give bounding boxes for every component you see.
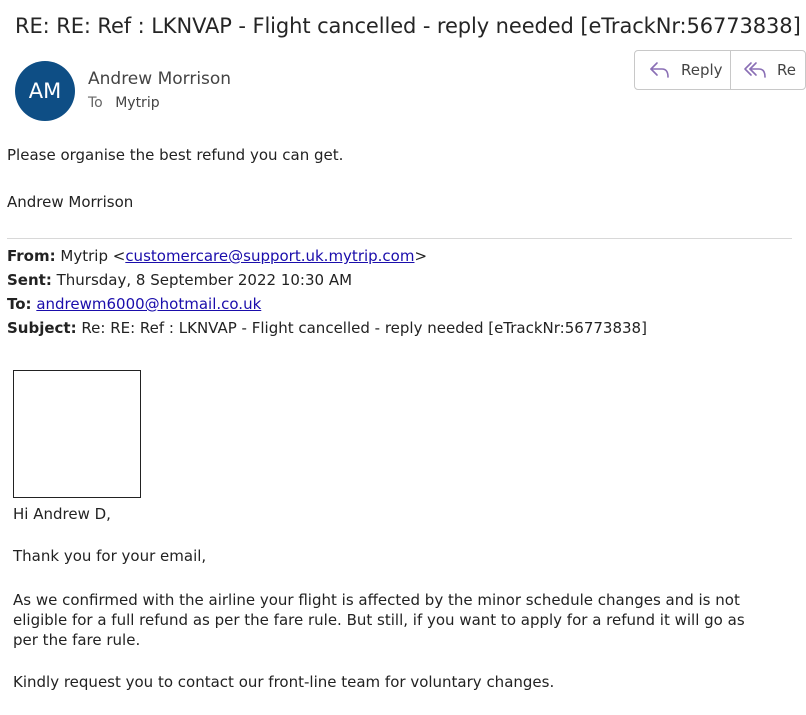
recipient-name[interactable]: Mytrip [115,95,160,111]
quoted-subject-line [7,319,647,337]
quoted-from-label: From: [7,247,56,265]
quoted-divider [7,238,792,239]
quoted-to-label: To: [7,295,32,313]
quoted-paragraph: As we confirmed with the airline your flight is affected by the minor schedule changes and is not eligible for a full refund as per the fare rule. But still, if you want to apply for a refund it will go as per the fare rule. [13,591,745,649]
message-body-line: Please organise the best refund you can get. [7,146,344,164]
to-label: To [88,95,103,111]
reply-all-icon [743,61,767,79]
quoted-request: Kindly request you to contact our front-line team for voluntary changes. [13,673,555,691]
quoted-from-line [7,247,427,265]
reply-all-button-label: Re [777,61,796,79]
recipient-line [88,95,160,111]
quoted-thanks: Thank you for your email, [13,547,207,565]
quoted-to-email-link[interactable]: andrewm6000@hotmail.co.uk [36,295,262,313]
message-signature: Andrew Morrison [7,193,134,211]
quoted-greeting: Hi Andrew D, [13,505,111,523]
quoted-to-line [7,295,261,313]
reply-all-button[interactable] [731,51,796,89]
reply-toolbar [634,50,806,90]
quoted-subject-label: Subject: [7,319,77,337]
avatar[interactable] [15,61,75,121]
quoted-from-name: Mytrip < [60,247,126,265]
quoted-from-close: > [414,247,428,265]
reply-button[interactable] [635,51,731,89]
email-subject: RE: RE: Ref : LKNVAP - Flight cancelled - reply needed [eTrackNr:56773838] [15,14,801,38]
quoted-from-email-link[interactable]: customercare@support.uk.mytrip.com [125,247,415,265]
reply-icon [649,61,671,79]
reply-button-label: Reply [681,61,723,79]
quoted-sent-label: Sent: [7,271,52,289]
avatar-initials: AM [28,79,62,103]
quoted-sent-value: Thursday, 8 September 2022 10:30 AM [56,271,353,289]
image-placeholder [13,370,141,498]
sender-name[interactable]: Andrew Morrison [88,69,232,89]
quoted-sent-line [7,271,352,289]
quoted-subject-value: Re: RE: Ref : LKNVAP - Flight cancelled - reply needed [eTrackNr:56773838] [81,319,647,337]
